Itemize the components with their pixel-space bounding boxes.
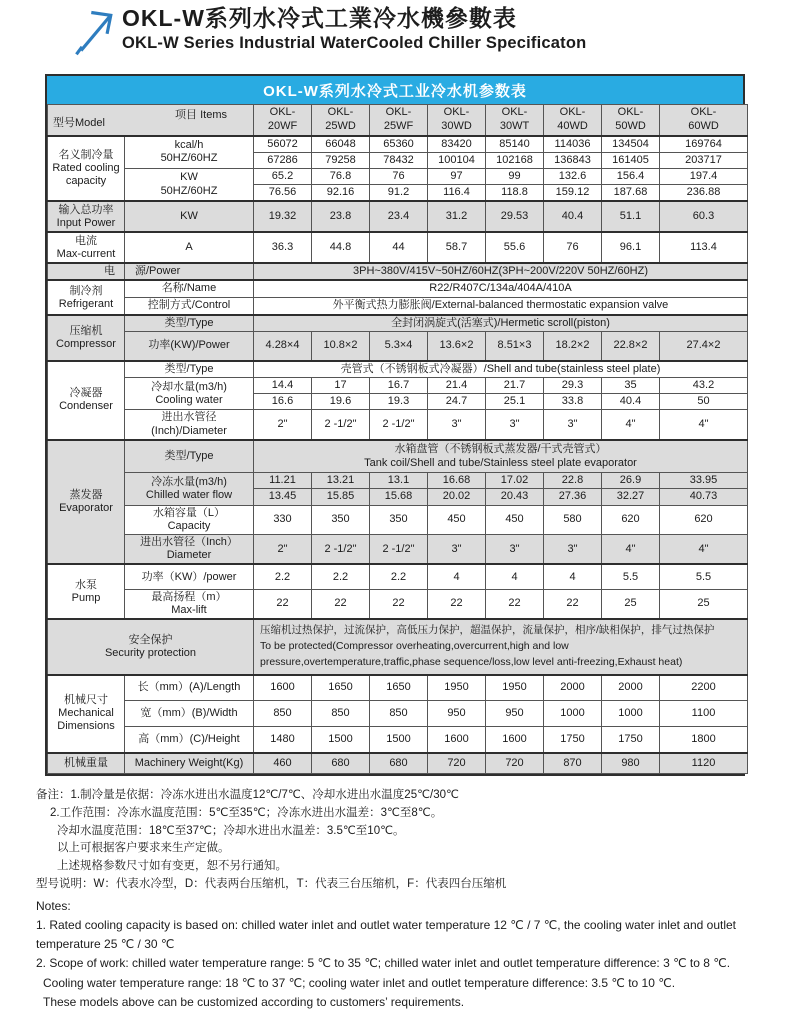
- spec-cell: 56072: [254, 136, 312, 153]
- item-weight: Machinery Weight(Kg): [125, 753, 254, 774]
- note-line: Notes:: [36, 898, 71, 913]
- spec-cell: 4: [544, 564, 602, 589]
- model-name: OKL-25WD: [325, 106, 356, 132]
- spec-cell: 136843: [544, 152, 602, 168]
- section-label-weight: 机械重量: [48, 753, 125, 774]
- spec-cell: 3": [544, 410, 602, 440]
- row-cooling-water-50: [48, 378, 748, 394]
- item-tank-capacity: 水箱容量（L） Capacity: [125, 505, 254, 534]
- model-name: OKL-40WD: [557, 106, 588, 132]
- spec-cell: 35: [602, 378, 660, 394]
- row-evaporator-diameter: [48, 535, 748, 565]
- note-line: 2. Scope of work: chilled water temperature range: 5 ℃ to 35 ℃; chilled water inlet and outlet temperature difference: 3 ℃ to 8 ℃.: [36, 956, 731, 971]
- item-refrigerant-name: 名称/Name: [125, 280, 254, 297]
- row-condenser-diameter: [48, 410, 748, 440]
- spec-cell: 187.68: [602, 185, 660, 202]
- spec-cell: 66048: [312, 136, 370, 153]
- row-max-current: [48, 232, 748, 263]
- spec-cell: 132.6: [544, 168, 602, 184]
- spec-cell: 118.8: [486, 185, 544, 202]
- row-input-power: [48, 201, 748, 232]
- compressor-type-value: 全封闭涡旋式(活塞式)/Hermetic scroll(piston): [254, 315, 748, 332]
- row-evaporator-type: [48, 440, 748, 473]
- note-line: 以上可根据客户要求来生产定做。: [57, 842, 230, 855]
- note-line: 备注：1.制冷量是依据：冷冻水进出水温度12℃/7℃、冷却水进出水温度25℃/30℃: [36, 789, 459, 801]
- spec-cell: 40.73: [660, 489, 748, 505]
- spec-cell: 13.45: [254, 489, 312, 505]
- spec-cell: 85140: [486, 136, 544, 153]
- row-security-protection: [48, 619, 748, 674]
- spec-cell: 22: [544, 589, 602, 619]
- spec-cell: 950: [428, 701, 486, 727]
- section-label-compressor: 压缩机 Compressor: [48, 315, 125, 361]
- spec-cell: 1600: [486, 727, 544, 753]
- spec-cell: 78432: [370, 152, 428, 168]
- row-compressor-power: [48, 332, 748, 361]
- spec-cell: 18.2×2: [544, 332, 602, 361]
- spec-cell: 3": [486, 410, 544, 440]
- model-cell: [370, 105, 428, 136]
- spec-cell: 58.7: [428, 232, 486, 263]
- item-evaporator-type: 类型/Type: [125, 440, 254, 473]
- spec-cell: 350: [312, 505, 370, 534]
- spec-cell: 26.9: [602, 473, 660, 489]
- refrigerant-control-value: 外平衡式热力膨胀阀/External-balanced thermostatic expansion valve: [254, 297, 748, 315]
- notes-chinese: [36, 787, 790, 894]
- model-cell: [312, 105, 370, 136]
- item-current-unit: A: [125, 232, 254, 263]
- spec-cell: 13.21: [312, 473, 370, 489]
- item-kw: KW 50HZ/60HZ: [125, 168, 254, 201]
- spec-cell: 31.2: [428, 201, 486, 232]
- row-refrigerant-control: [48, 297, 748, 315]
- spec-cell: 236.88: [660, 185, 748, 202]
- spec-cell: 33.8: [544, 394, 602, 410]
- model-cell: [428, 105, 486, 136]
- spec-cell: 2000: [544, 675, 602, 701]
- page-title-zh: OKL-W系列水冷式工業冷水機參數表: [122, 5, 517, 31]
- spec-cell: 1600: [254, 675, 312, 701]
- note-line: 冷却水温度范围：18℃至37℃；冷却水进出水温差：3.5℃至10℃。: [57, 824, 405, 837]
- row-height: [48, 727, 748, 753]
- spec-cell: 76: [370, 168, 428, 184]
- item-power: 源/Power: [125, 263, 254, 280]
- spec-cell: 850: [254, 701, 312, 727]
- spec-cell: 2 -1/2": [370, 535, 428, 565]
- spec-cell: 22: [312, 589, 370, 619]
- section-label-condenser: 冷凝器 Condenser: [48, 361, 125, 440]
- spec-cell: 1800: [660, 727, 748, 753]
- spec-cell: 950: [486, 701, 544, 727]
- note-line: 1. Rated cooling capacity is based on: chilled water inlet and outlet water temperature 12 ℃ / 7 ℃, the cooling water inlet and outlet temperature 25 ℃ / 30 ℃: [36, 918, 737, 952]
- spec-cell: 99: [486, 168, 544, 184]
- spec-cell: 1100: [660, 701, 748, 727]
- item-length: 长（mm）(A)/Length: [125, 675, 254, 701]
- refrigerant-name-value: R22/R407C/134a/404A/410A: [254, 280, 748, 297]
- row-max-lift: [48, 589, 748, 619]
- spec-cell: 1950: [486, 675, 544, 701]
- spec-cell: 21.7: [486, 378, 544, 394]
- corner-model-label: 型号Model: [53, 117, 105, 130]
- item-kcal: kcal/h 50HZ/60HZ: [125, 136, 254, 169]
- spec-cell: 33.95: [660, 473, 748, 489]
- spec-cell: 16.6: [254, 394, 312, 410]
- spec-table-wrap: [45, 74, 745, 776]
- spec-cell: 22: [486, 589, 544, 619]
- page-header: [0, 0, 790, 66]
- spec-cell: 330: [254, 505, 312, 534]
- spec-cell: 65360: [370, 136, 428, 153]
- spec-cell: 2": [254, 535, 312, 565]
- row-kcal-50hz: [48, 136, 748, 153]
- arrow-up-right-icon: [72, 6, 118, 58]
- row-machinery-weight: [48, 753, 748, 774]
- section-label-input-power: 输入总功率 Input Power: [48, 201, 125, 232]
- spec-cell: 13.6×2: [428, 332, 486, 361]
- row-kw-50hz: [48, 168, 748, 184]
- row-condenser-type: [48, 361, 748, 378]
- spec-cell: 161405: [602, 152, 660, 168]
- spec-cell: 27.4×2: [660, 332, 748, 361]
- section-label-current: 电流 Max-current: [48, 232, 125, 263]
- spec-cell: 3": [428, 410, 486, 440]
- spec-cell: 22.8: [544, 473, 602, 489]
- section-label-cooling: 名义制冷量 Rated cooling capacity: [48, 136, 125, 202]
- spec-cell: 2 -1/2": [370, 410, 428, 440]
- spec-cell: 850: [370, 701, 428, 727]
- spec-cell: 24.7: [428, 394, 486, 410]
- model-name: OKL-60WD: [688, 106, 719, 132]
- spec-cell: 102168: [486, 152, 544, 168]
- item-condenser-diameter: 进出水管径 (Inch)/Diameter: [125, 410, 254, 440]
- spec-cell: 850: [312, 701, 370, 727]
- spec-cell: 76.56: [254, 185, 312, 202]
- model-cell: [254, 105, 312, 136]
- item-chilled-water: 冷冻水量(m3/h) Chilled water flow: [125, 473, 254, 505]
- model-name: OKL-30WT: [499, 106, 530, 132]
- spec-cell: 20.43: [486, 489, 544, 505]
- corner-cell: [48, 105, 254, 136]
- corner-items-label: 项目 Items: [175, 109, 227, 121]
- spec-cell: 113.4: [660, 232, 748, 263]
- spec-cell: 76.8: [312, 168, 370, 184]
- spec-cell: 10.8×2: [312, 332, 370, 361]
- row-length: [48, 675, 748, 701]
- spec-cell: 79258: [312, 152, 370, 168]
- spec-cell: 43.2: [660, 378, 748, 394]
- spec-cell: 36.3: [254, 232, 312, 263]
- spec-table: [47, 104, 748, 774]
- spec-cell: 350: [370, 505, 428, 534]
- item-compressor-type: 类型/Type: [125, 315, 254, 332]
- spec-cell: 4": [660, 410, 748, 440]
- spec-cell: 19.6: [312, 394, 370, 410]
- spec-cell: 620: [660, 505, 748, 534]
- row-refrigerant-name: [48, 280, 748, 297]
- spec-cell: 16.7: [370, 378, 428, 394]
- spec-cell: 450: [486, 505, 544, 534]
- spec-cell: 870: [544, 753, 602, 774]
- spec-cell: 720: [486, 753, 544, 774]
- note-line: 上述规格参数尺寸如有变更，恕不另行通知。: [57, 860, 287, 873]
- item-max-lift: 最高扬程（m） Max-lift: [125, 589, 254, 619]
- spec-cell: 19.32: [254, 201, 312, 232]
- row-power-supply: [48, 263, 748, 280]
- item-width: 宽（mm）(B)/Width: [125, 701, 254, 727]
- spec-cell: 22.8×2: [602, 332, 660, 361]
- spec-cell: 3": [544, 535, 602, 565]
- spec-cell: 13.1: [370, 473, 428, 489]
- spec-cell: 40.4: [544, 201, 602, 232]
- table-banner: OKL-W系列水冷式工业冷水机参数表: [47, 76, 743, 104]
- spec-cell: 44.8: [312, 232, 370, 263]
- model-name: OKL-50WD: [615, 106, 646, 132]
- spec-cell: 92.16: [312, 185, 370, 202]
- spec-cell: 25: [602, 589, 660, 619]
- power-supply-value: 3PH~380V/415V~50HZ/60HZ(3PH~200V/220V 50HZ/60HZ): [254, 263, 748, 280]
- spec-cell: 1950: [428, 675, 486, 701]
- spec-cell: 1120: [660, 753, 748, 774]
- spec-cell: 8.51×3: [486, 332, 544, 361]
- spec-cell: 22: [370, 589, 428, 619]
- spec-cell: 680: [370, 753, 428, 774]
- titles: [122, 4, 790, 54]
- model-name: OKL-25WF: [383, 106, 414, 132]
- spec-cell: 15.85: [312, 489, 370, 505]
- spec-cell: 23.8: [312, 201, 370, 232]
- row-pump-power: [48, 564, 748, 589]
- spec-cell: 5.5: [602, 564, 660, 589]
- spec-cell: 83420: [428, 136, 486, 153]
- section-label-evaporator: 蒸发器 Evaporator: [48, 440, 125, 565]
- section-label-refrigerant: 制冷剂 Refrigerant: [48, 280, 125, 315]
- spec-cell: 29.53: [486, 201, 544, 232]
- page-title-en: OKL-W Series Industrial WaterCooled Chiller Specificaton: [122, 33, 587, 52]
- spec-cell: 2 -1/2": [312, 410, 370, 440]
- model-header-row: [48, 105, 748, 136]
- spec-cell: 25.1: [486, 394, 544, 410]
- spec-cell: 450: [428, 505, 486, 534]
- spec-cell: 4": [602, 410, 660, 440]
- security-text: 压缩机过热保护，过流保护，高低压力保护，超温保护，流量保护，相序/缺相保护，排气过热保护 To be protected(Compressor overheating,overcurrent,high and low pressure,overtemperature,traffic,phase sequence/loss,low level anti-freezing,Exhaust heat): [254, 619, 748, 674]
- spec-cell: 1500: [312, 727, 370, 753]
- spec-cell: 1650: [370, 675, 428, 701]
- spec-cell: 169764: [660, 136, 748, 153]
- spec-cell: 1600: [428, 727, 486, 753]
- row-tank-capacity: [48, 505, 748, 534]
- spec-cell: 203717: [660, 152, 748, 168]
- spec-cell: 1480: [254, 727, 312, 753]
- spec-cell: 22: [428, 589, 486, 619]
- spec-cell: 720: [428, 753, 486, 774]
- spec-cell: 100104: [428, 152, 486, 168]
- spec-cell: 2 -1/2": [312, 535, 370, 565]
- item-evaporator-diameter: 进出水管径（Inch） Diameter: [125, 535, 254, 565]
- spec-cell: 1650: [312, 675, 370, 701]
- spec-cell: 680: [312, 753, 370, 774]
- spec-cell: 50: [660, 394, 748, 410]
- row-compressor-type: [48, 315, 748, 332]
- spec-cell: 1000: [544, 701, 602, 727]
- spec-cell: 11.21: [254, 473, 312, 489]
- spec-cell: 16.68: [428, 473, 486, 489]
- spec-cell: 620: [602, 505, 660, 534]
- spec-cell: 22: [254, 589, 312, 619]
- spec-cell: 1000: [602, 701, 660, 727]
- condenser-type-value: 壳管式（不锈钢板式冷凝器）/Shell and tube(stainless steel plate): [254, 361, 748, 378]
- spec-cell: 156.4: [602, 168, 660, 184]
- spec-cell: 116.4: [428, 185, 486, 202]
- spec-cell: 2.2: [254, 564, 312, 589]
- evaporator-type-value: 水箱盘管（不锈钢板式蒸发器/干式壳管式） Tank coil/Shell and tube/Stainless steel plate evaporator: [254, 440, 748, 473]
- section-label-dimensions: 机械尺寸 Mechanical Dimensions: [48, 675, 125, 753]
- spec-cell: 96.1: [602, 232, 660, 263]
- spec-cell: 4: [428, 564, 486, 589]
- section-label-security: 安全保护 Security protection: [48, 619, 254, 674]
- item-condenser-type: 类型/Type: [125, 361, 254, 378]
- spec-cell: 91.2: [370, 185, 428, 202]
- spec-cell: 76: [544, 232, 602, 263]
- spec-cell: 65.2: [254, 168, 312, 184]
- spec-cell: 2.2: [312, 564, 370, 589]
- spec-cell: 159.12: [544, 185, 602, 202]
- spec-cell: 20.02: [428, 489, 486, 505]
- spec-cell: 4": [660, 535, 748, 565]
- spec-cell: 4": [602, 535, 660, 565]
- spec-cell: 3": [486, 535, 544, 565]
- spec-cell: 5.3×4: [370, 332, 428, 361]
- spec-cell: 67286: [254, 152, 312, 168]
- spec-cell: 1750: [602, 727, 660, 753]
- spec-cell: 51.1: [602, 201, 660, 232]
- model-cell: [602, 105, 660, 136]
- spec-cell: 21.4: [428, 378, 486, 394]
- section-label-pump: 水泵 Pump: [48, 564, 125, 619]
- spec-cell: 23.4: [370, 201, 428, 232]
- spec-cell: 2.2: [370, 564, 428, 589]
- spec-cell: 97: [428, 168, 486, 184]
- spec-cell: 19.3: [370, 394, 428, 410]
- spec-cell: 27.36: [544, 489, 602, 505]
- spec-cell: 980: [602, 753, 660, 774]
- section-label-power: 电: [48, 263, 125, 280]
- spec-cell: 197.4: [660, 168, 748, 184]
- spec-cell: 4: [486, 564, 544, 589]
- spec-cell: 17: [312, 378, 370, 394]
- spec-cell: 2200: [660, 675, 748, 701]
- spec-cell: 25: [660, 589, 748, 619]
- notes-english: [36, 897, 758, 1012]
- model-name: OKL-20WF: [267, 106, 298, 132]
- note-line: 型号说明：W：代表水冷型，D：代表两台压缩机，T：代表三台压缩机，F：代表四台压缩机: [36, 878, 507, 891]
- spec-cell: 3": [428, 535, 486, 565]
- spec-cell: 114036: [544, 136, 602, 153]
- spec-cell: 1750: [544, 727, 602, 753]
- spec-cell: 14.4: [254, 378, 312, 394]
- note-line: 2.工作范围：冷冻水温度范围：5℃至35℃；冷冻水进出水温差：3℃至8℃。: [50, 806, 443, 819]
- item-height: 高（mm）(C)/Height: [125, 727, 254, 753]
- spec-cell: 460: [254, 753, 312, 774]
- model-cell: [544, 105, 602, 136]
- spec-cell: 32.27: [602, 489, 660, 505]
- spec-cell: 40.4: [602, 394, 660, 410]
- spec-cell: 4.28×4: [254, 332, 312, 361]
- spec-cell: 44: [370, 232, 428, 263]
- spec-cell: 1500: [370, 727, 428, 753]
- model-name: OKL-30WD: [441, 106, 472, 132]
- row-chilled-water-50: [48, 473, 748, 489]
- spec-cell: 55.6: [486, 232, 544, 263]
- spec-cell: 580: [544, 505, 602, 534]
- spec-cell: 29.3: [544, 378, 602, 394]
- note-line: These models above can be customized according to customers’ requirements.: [43, 994, 465, 1009]
- model-cell: [660, 105, 748, 136]
- item-cooling-water: 冷却水量(m3/h) Cooling water: [125, 378, 254, 410]
- item-refrigerant-control: 控制方式/Control: [125, 297, 254, 315]
- spec-cell: 15.68: [370, 489, 428, 505]
- row-width: [48, 701, 748, 727]
- model-cell: [486, 105, 544, 136]
- spec-cell: 2000: [602, 675, 660, 701]
- item-input-unit: KW: [125, 201, 254, 232]
- item-compressor-power: 功率(KW)/Power: [125, 332, 254, 361]
- spec-cell: 134504: [602, 136, 660, 153]
- item-pump-power: 功率（KW）/power: [125, 564, 254, 589]
- note-line: Cooling water temperature range: 18 ℃ to 37 ℃; cooling water inlet and outlet temperature difference: 3.5 ℃ to 10 ℃.: [43, 975, 676, 990]
- spec-cell: 60.3: [660, 201, 748, 232]
- spec-cell: 2": [254, 410, 312, 440]
- spec-cell: 17.02: [486, 473, 544, 489]
- spec-cell: 5.5: [660, 564, 748, 589]
